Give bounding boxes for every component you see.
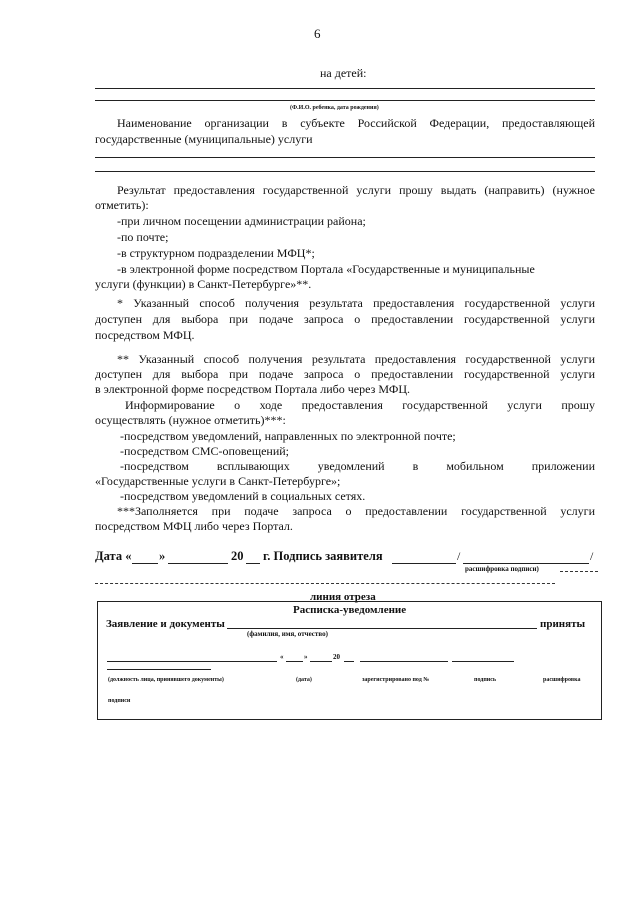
child-line-2[interactable] bbox=[95, 100, 595, 101]
result-option-post[interactable]: -по почте; bbox=[117, 230, 169, 244]
info-line-2: осуществлять (нужное отметить)***: bbox=[95, 413, 286, 427]
receipt-position-field-2[interactable] bbox=[107, 669, 211, 670]
date-year-prefix: 20 bbox=[231, 549, 244, 563]
receipt-date-year-field[interactable] bbox=[344, 661, 354, 662]
cut-line-label: линия отреза bbox=[310, 591, 376, 603]
child-line-1[interactable] bbox=[95, 88, 595, 89]
receipt-signature-field[interactable] bbox=[452, 661, 514, 662]
cut-line bbox=[95, 583, 555, 584]
children-label: на детей: bbox=[320, 66, 367, 80]
page-number: 6 bbox=[314, 26, 321, 41]
receipt-accepted: приняты bbox=[540, 618, 586, 630]
child-caption: (Ф.И.О. ребенка, дата рождения) bbox=[290, 105, 379, 111]
date-label: Дата « bbox=[95, 549, 132, 563]
receipt-caption-signature: подпись bbox=[474, 677, 497, 683]
result-line-1: Результат предоставления государственной услуги прошу выдать (направить) (нужное bbox=[117, 183, 595, 197]
result-option-electronic-cont: услуги (функции) в Санкт-Петербурге»**. bbox=[95, 277, 312, 291]
signature-caption-dash bbox=[560, 571, 598, 572]
receipt-date-year-prefix: 20 bbox=[333, 653, 340, 661]
receipt-date-open-quote: « bbox=[280, 653, 284, 661]
signature-name-field[interactable] bbox=[463, 563, 589, 564]
organization-field-line-1[interactable] bbox=[95, 157, 595, 158]
note1-line-2: доступен для выбора при подаче запроса о предоставлении государственной услуги bbox=[95, 312, 595, 326]
note2-line-1: ** Указанный способ получения результата предоставления государственной услуги bbox=[117, 352, 595, 366]
result-option-mfc[interactable]: -в структурном подразделении МФЦ*; bbox=[117, 246, 315, 260]
signature-label: г. Подпись заявителя bbox=[263, 549, 383, 563]
note2-line-2: доступен для выбора при подаче запроса о предоставлении государственной услуги bbox=[95, 367, 595, 381]
result-line-2: отметить): bbox=[95, 198, 149, 212]
organization-line-2: государственные (муниципальные) услуги bbox=[95, 132, 313, 146]
organization-field-line-2[interactable] bbox=[95, 171, 595, 172]
receipt-date-day-field[interactable] bbox=[286, 661, 303, 662]
date-year-field[interactable] bbox=[246, 563, 260, 564]
receipt-name-caption: (фамилия, имя, отчество) bbox=[247, 630, 328, 638]
note2-line-3: в электронной форме посредством Портала либо через МФЦ. bbox=[95, 382, 410, 396]
result-option-personal[interactable]: -при личном посещении администрации района; bbox=[117, 214, 366, 228]
signature-slash-1: / bbox=[457, 549, 461, 563]
result-option-electronic[interactable]: -в электронной форме посредством Портала «Государственные и муниципальные bbox=[117, 262, 535, 276]
signature-slash-2: / bbox=[590, 549, 594, 563]
signature-caption: расшифровка подписи) bbox=[465, 565, 539, 573]
note3-line-2: посредством МФЦ либо через Портал. bbox=[95, 519, 293, 533]
receipt-date-close-quote: » bbox=[304, 653, 308, 661]
signature-field[interactable] bbox=[392, 563, 456, 564]
receipt-date-month-field[interactable] bbox=[310, 661, 332, 662]
receipt-caption-reg: зарегистрировано под № bbox=[362, 677, 430, 683]
receipt-caption-decoding-cont: подписи bbox=[108, 698, 131, 704]
info-line-1: Информирование о ходе предоставления государственной услуги прошу bbox=[125, 398, 595, 412]
note1-line-1: * Указанный способ получения результата предоставления государственной услуги bbox=[117, 296, 595, 310]
date-month-field[interactable] bbox=[168, 563, 228, 564]
receipt-caption-date: (дата) bbox=[296, 677, 312, 683]
receipt-name-field[interactable] bbox=[227, 628, 537, 629]
info-option-email[interactable]: -посредством уведомлений, направленных по электронной почте; bbox=[120, 429, 456, 443]
receipt-position-field[interactable] bbox=[107, 661, 277, 662]
note1-line-3: посредством МФЦ. bbox=[95, 328, 195, 342]
date-day-field[interactable] bbox=[132, 563, 158, 564]
info-option-social[interactable]: -посредством уведомлений в социальных сетях. bbox=[120, 489, 366, 503]
receipt-caption-position: (должность лица, принявшего документы) bbox=[108, 677, 224, 683]
organization-line-1: Наименование организации в субъекте Российской Федерации, предоставляющей bbox=[117, 116, 595, 130]
info-option-mobile[interactable]: -посредством всплывающих уведомлений в мобильном приложении bbox=[120, 459, 595, 473]
receipt-docs-label: Заявление и документы bbox=[106, 618, 225, 630]
receipt-reg-number-field[interactable] bbox=[360, 661, 448, 662]
receipt-title: Расписка-уведомление bbox=[293, 604, 407, 616]
info-option-mobile-cont: «Государственные услуги в Санкт-Петербурге»; bbox=[95, 474, 341, 488]
receipt-caption-decoding: расшифровка bbox=[543, 677, 581, 683]
info-option-sms[interactable]: -посредством СМС-оповещений; bbox=[120, 444, 290, 458]
note3-line-1: ***Заполняется при подаче запроса о предоставлении государственной услуги bbox=[117, 504, 595, 518]
date-close-quote: » bbox=[159, 549, 166, 563]
